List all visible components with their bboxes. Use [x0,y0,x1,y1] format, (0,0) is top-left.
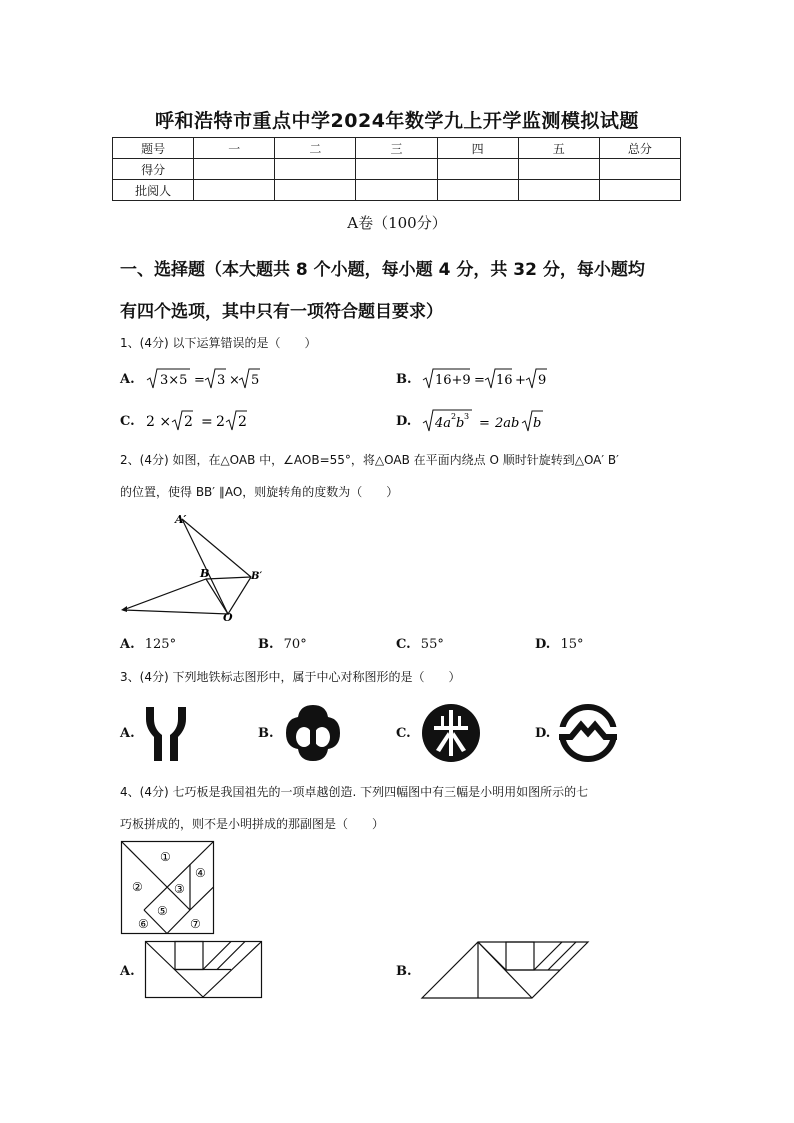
q2-stem-line1: 2、(4分) 如图，在△OAB 中，∠AOB=55°，将△OAB 在平面内绕点 O 顺时针旋转到△OA′ B′ [120,453,619,467]
header-cell: 四 [437,138,518,159]
q1-option-b[interactable] [396,368,547,388]
grader-cell[interactable] [437,180,518,201]
q2-option-c[interactable] [396,637,444,652]
row-label: 批阅人 [113,180,194,201]
svg-text:2: 2 [184,414,193,430]
piece-6-label: ⑥ [138,917,149,931]
svg-text:2 ×: 2 × [146,414,172,430]
q3-stem: 3、(4分) 下列地铁标志图形中，属于中心对称图形的是（ ） [120,670,461,684]
row-label: 得分 [113,159,194,180]
svg-text:3×5: 3×5 [160,373,188,388]
header-cell: 一 [194,138,275,159]
q1-option-c[interactable] [120,410,247,430]
option-label: B. [396,372,412,387]
q3-option-c-label[interactable]: C. [396,726,411,741]
score-cell[interactable] [275,159,356,180]
grader-cell[interactable] [194,180,275,201]
svg-text:×: × [229,373,240,388]
piece-3-label: ③ [174,882,185,896]
point-b-label: B [200,567,210,580]
option-label: C. [120,414,135,429]
grader-cell[interactable] [599,180,680,201]
grader-cell[interactable] [356,180,437,201]
option-label: B. [258,637,274,652]
q2-rotation-figure [117,513,267,623]
option-text: 70° [283,637,307,652]
score-table-header-row [113,138,681,159]
triangle-oab [123,579,228,614]
option-label: D. [396,414,412,429]
svg-text:16: 16 [496,373,513,388]
q1-b-formula-icon [422,366,552,390]
q1-a-formula-icon [146,366,266,390]
piece-5-label: ⑤ [157,904,168,918]
svg-text:2: 2 [216,414,225,430]
svg-text:=: = [479,416,490,431]
score-cell[interactable] [599,159,680,180]
header-cell: 三 [356,138,437,159]
svg-text:+: + [515,373,526,388]
section-heading-line1: 一、选择题（本大题共 8 个小题，每小题 4 分，共 32 分，每小题均 [120,260,645,280]
svg-text:4a: 4a [435,416,452,431]
q1-c-formula-icon [146,408,266,432]
option-label: A. [120,637,135,652]
point-o-label: O [223,611,233,624]
q2-stem-line2: 的位置，使得 BB′ ∥AO，则旋转角的度数为（ ） [120,485,399,499]
score-cell[interactable] [437,159,518,180]
option-label: C. [396,637,411,652]
svg-text:5: 5 [251,373,260,388]
svg-text:2: 2 [451,412,457,421]
metro-logo-y-icon [144,705,188,763]
segment-bb-prime [206,577,251,579]
q4-option-a-label[interactable]: A. [120,964,135,979]
q3-option-a-label[interactable]: A. [120,726,135,741]
svg-text:=: = [201,414,213,430]
q3-option-b-label[interactable]: B. [258,726,274,741]
point-a-prime-label: A′ [175,513,187,526]
option-label: A. [120,372,135,387]
metro-logo-circle-icon [420,702,482,764]
piece-1-label: ① [160,850,171,864]
svg-text:3: 3 [464,412,470,421]
svg-text:2ab: 2ab [495,416,520,431]
q1-option-d[interactable] [396,410,542,431]
q1-option-a[interactable] [120,368,260,388]
score-row [113,159,681,180]
q3-option-d-label[interactable]: D. [535,726,551,741]
q4-stem-line2: 巧板拼成的，则不是小明拼成的那副图是（ ） [120,817,385,831]
tangram-option-a-figure [145,941,265,1001]
paper-a-heading: A卷（100分） [347,214,447,232]
grader-row [113,180,681,201]
option-text: 15° [560,637,584,652]
score-cell[interactable] [518,159,599,180]
option-text: 55° [420,637,444,652]
tangram-option-b-figure [420,941,590,1003]
section-heading-line2: 有四个选项，其中只有一项符合题目要求） [120,302,443,322]
header-cell: 五 [518,138,599,159]
header-cell: 二 [275,138,356,159]
q2-option-d[interactable] [535,637,584,652]
svg-text:2: 2 [238,414,247,430]
q2-option-b[interactable] [258,637,307,652]
svg-text:16+9: 16+9 [435,373,471,388]
score-cell[interactable] [356,159,437,180]
point-b-prime-label: B′ [251,571,263,582]
piece-7-label: ⑦ [190,917,201,931]
svg-text:=: = [474,373,485,388]
svg-text:b: b [456,416,465,431]
option-text: 125° [144,637,177,652]
svg-text:=: = [194,373,205,388]
point-a-marker [121,606,127,612]
piece-4-label: ④ [195,866,206,880]
exam-title: 呼和浩特市重点中学2024年数学九上开学监测模拟试题 [155,110,639,132]
triangle-oa-prime-b-prime [182,519,251,614]
grader-cell[interactable] [275,180,356,201]
header-cell: 题号 [113,138,194,159]
tangram-square-figure [121,841,217,937]
svg-text:b: b [533,416,542,431]
q4-option-b-label[interactable]: B. [396,964,412,979]
svg-text:9: 9 [538,373,547,388]
grader-cell[interactable] [518,180,599,201]
q4-stem-line1: 4、(4分) 七巧板是我国祖先的一项卓越创造. 下列四幅图中有三幅是小明用如图所示的七 [120,785,589,799]
q1-stem: 1、(4分) 以下运算错误的是（ ） [120,336,317,350]
q2-option-a[interactable] [120,637,176,652]
score-table [112,137,681,201]
option-label: D. [535,637,551,652]
q1-d-formula-icon [422,408,552,434]
header-cell: 总分 [599,138,680,159]
piece-2-label: ② [132,880,143,894]
metro-logo-flower-icon [282,703,344,763]
metro-logo-s-icon [557,703,619,763]
score-cell[interactable] [194,159,275,180]
svg-text:3: 3 [217,373,226,388]
